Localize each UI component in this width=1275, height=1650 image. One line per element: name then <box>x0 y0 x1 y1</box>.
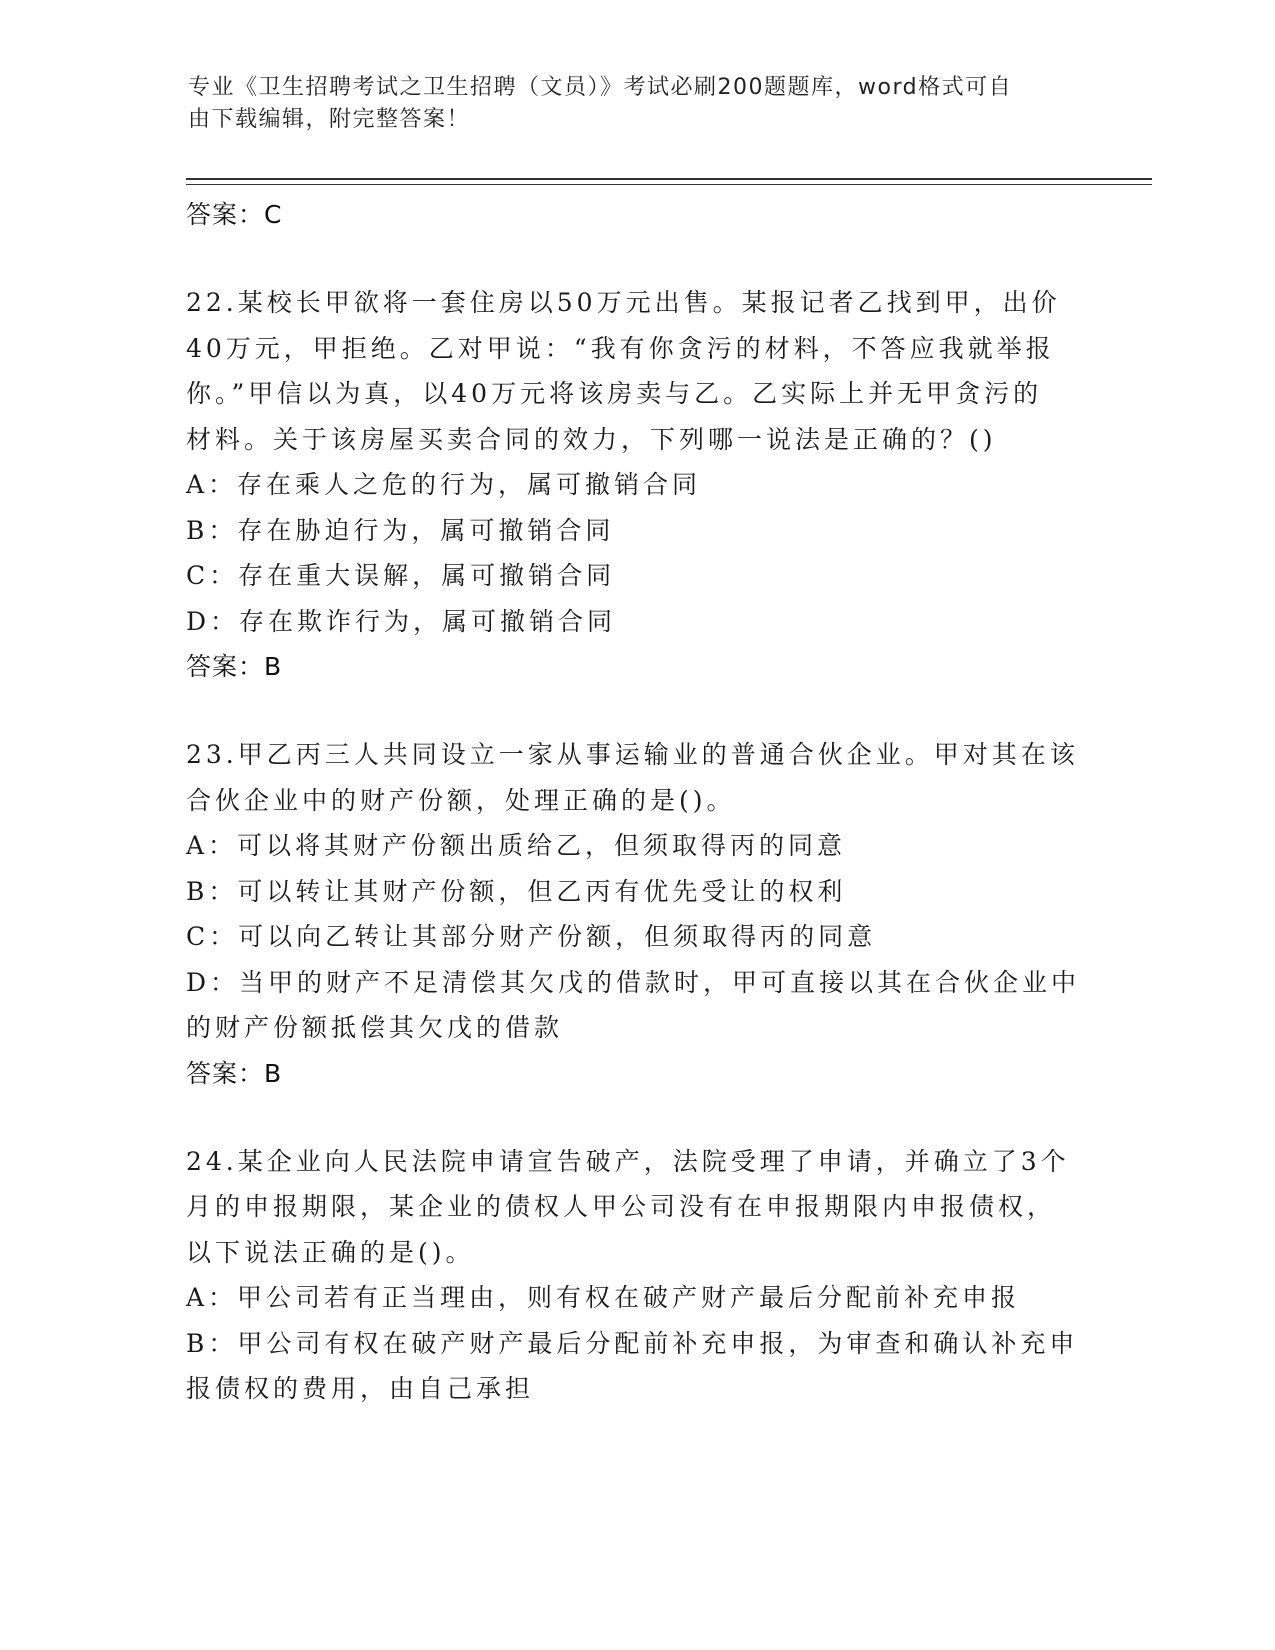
answer: 答案：B <box>186 652 283 681</box>
question-22 <box>186 280 1086 690</box>
option-b-continued: 报债权的费用，由自己承担 <box>186 1374 535 1403</box>
header-divider-thin <box>186 184 1152 185</box>
answer: 答案：B <box>186 1058 283 1088</box>
option-d: D：存在欺诈行为，属可撤销合同 <box>186 606 617 636</box>
option-a: A：可以将其财产份额出质给乙，但须取得丙的同意 <box>186 831 847 860</box>
question-line: 你。”甲信以为真，以40万元将该房卖与乙。乙实际上并无甲贪污的 <box>186 379 1043 408</box>
question-line: 23.甲乙丙三人共同设立一家从事运输业的普通合伙企业。甲对其在该 <box>186 740 1079 769</box>
question-line: 材料。关于该房屋买卖合同的效力，下列哪一说法是正确的？() <box>186 424 997 454</box>
question-24 <box>186 1139 1086 1412</box>
header-line-1: 专业《卫生招聘考试之卫生招聘（文员）》考试必刷200题题库，word格式可自 <box>188 75 1013 100</box>
option-c: C：可以向乙转让其部分财产份额，但须取得丙的同意 <box>186 922 877 951</box>
option-a: A：甲公司若有正当理由，则有权在破产财产最后分配前补充申报 <box>186 1283 1021 1312</box>
question-line: 24.某企业向人民法院申请宣告破产，法院受理了申请，并确立了3个 <box>186 1146 1070 1176</box>
option-b: B：甲公司有权在破产财产最后分配前补充申报，为审查和确认补充申 <box>186 1328 1079 1358</box>
option-c: C：存在重大误解，属可撤销合同 <box>186 561 616 590</box>
page-header <box>188 72 1068 136</box>
option-d-continued: 的财产份额抵偿其欠戊的借款 <box>186 1013 564 1042</box>
document-body <box>186 192 1086 1412</box>
option-b: B：存在胁迫行为，属可撤销合同 <box>186 515 615 545</box>
option-a: A：存在乘人之危的行为，属可撤销合同 <box>186 470 702 499</box>
question-line: 22.某校长甲欲将一套住房以50万元出售。某报记者乙找到甲，出价 <box>186 288 1061 317</box>
question-line: 合伙企业中的财产份额，处理正确的是()。 <box>186 785 736 815</box>
question-line: 以下说法正确的是()。 <box>186 1237 475 1267</box>
option-b: B：可以转让其财产份额，但乙丙有优先受让的权利 <box>186 876 847 906</box>
question-23 <box>186 732 1086 1097</box>
question-line: 月的申报期限，某企业的债权人甲公司没有在申报期限内申报债权， <box>186 1192 1057 1221</box>
question-line: 40万元，甲拒绝。乙对甲说：“我有你贪污的材料，不答应我就举报 <box>186 333 1055 363</box>
previous-answer: 答案：C <box>186 200 283 229</box>
header-line-2: 由下载编辑，附完整答案！ <box>188 107 471 132</box>
option-d: D：当甲的财产不足清偿其欠戊的借款时，甲可直接以其在合伙企业中 <box>186 967 1081 997</box>
header-divider-thick <box>186 178 1152 180</box>
